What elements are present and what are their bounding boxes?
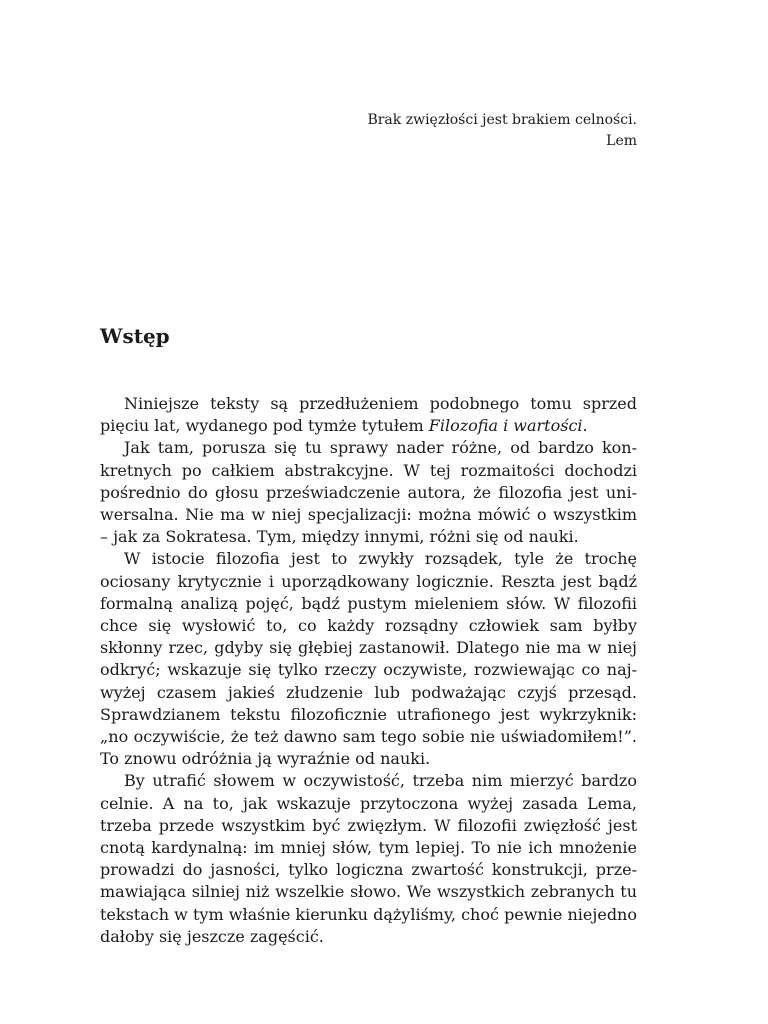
paragraph-1-text: Niniejsze teksty są przedłużeniem podobnego tomu sprzed pięciu lat, wydanego pod tymże tytułem <box>100 394 637 436</box>
epigraph <box>300 110 637 152</box>
book-title: Filozofia i wartości <box>428 416 583 436</box>
chapter-title: Wstęp <box>100 324 170 348</box>
body-text <box>100 393 637 948</box>
paragraph-1 <box>100 393 637 437</box>
paragraph-4: By utrafić słowem w oczywistość, trzeba nim mierzyć bardzo celnie. A na to, jak wskazuje przytoczona wyżej zasada Lema, trzeba przede wszystkim być zwięzłym. W filozofii zwięzłość jest cnotą kardynalną: im mniej słów, tym lepiej. To nie ich mnożenie prowadzi do jasności, tylko logiczna zwartość konstrukcji, przemawiająca silniej niż wszelkie słowo. We wszystkich zebranych tu tekstach w tym właśnie kierunku dążyliśmy, choć pewnie niejedno dałoby się jeszcze zagęścić. <box>100 771 637 946</box>
paragraph-3: W istocie filozofia jest to zwykły rozsądek, tyle że trochę ociosany krytycznie i uporządkowany logicznie. Reszta jest bądź formalną analizą pojęć, bądź pustym mieleniem słów. W filozofii chce się wysłowić to, co każdy rozsądny człowiek sam byłby skłonny rzec, gdyby się głębiej zastanowił. Dlatego nie ma w niej odkryć; wskazuje się tylko rzeczy oczywiste, rozwiewając co najwyżej czasem jakieś złudzenie lub podważając czyjś przesąd. Sprawdzianem tekstu filozoficznie utrafionego jest wykrzyknik: „no oczywiście, że też dawno sam tego sobie nie uświadomiłem!”. To znowu odróżnia ją wyraźnie od nauki. <box>100 549 637 769</box>
paragraph-1-end: . <box>582 416 588 436</box>
paragraph-2: Jak tam, porusza się tu sprawy nader różne, od bardzo konkretnych po całkiem abstrakcyjne. W tej rozmaitości dochodzi pośrednio do głosu przeświadczenie autora, że filozofia jest uniwersalna. Nie ma w niej specjalizacji: można mówić o wszystkim – jak za Sokratesa. Tym, między innymi, różni się od nauki. <box>100 438 637 547</box>
epigraph-author: Lem <box>606 133 637 149</box>
epigraph-quote: Brak zwięzłości jest brakiem celności. <box>367 112 637 128</box>
